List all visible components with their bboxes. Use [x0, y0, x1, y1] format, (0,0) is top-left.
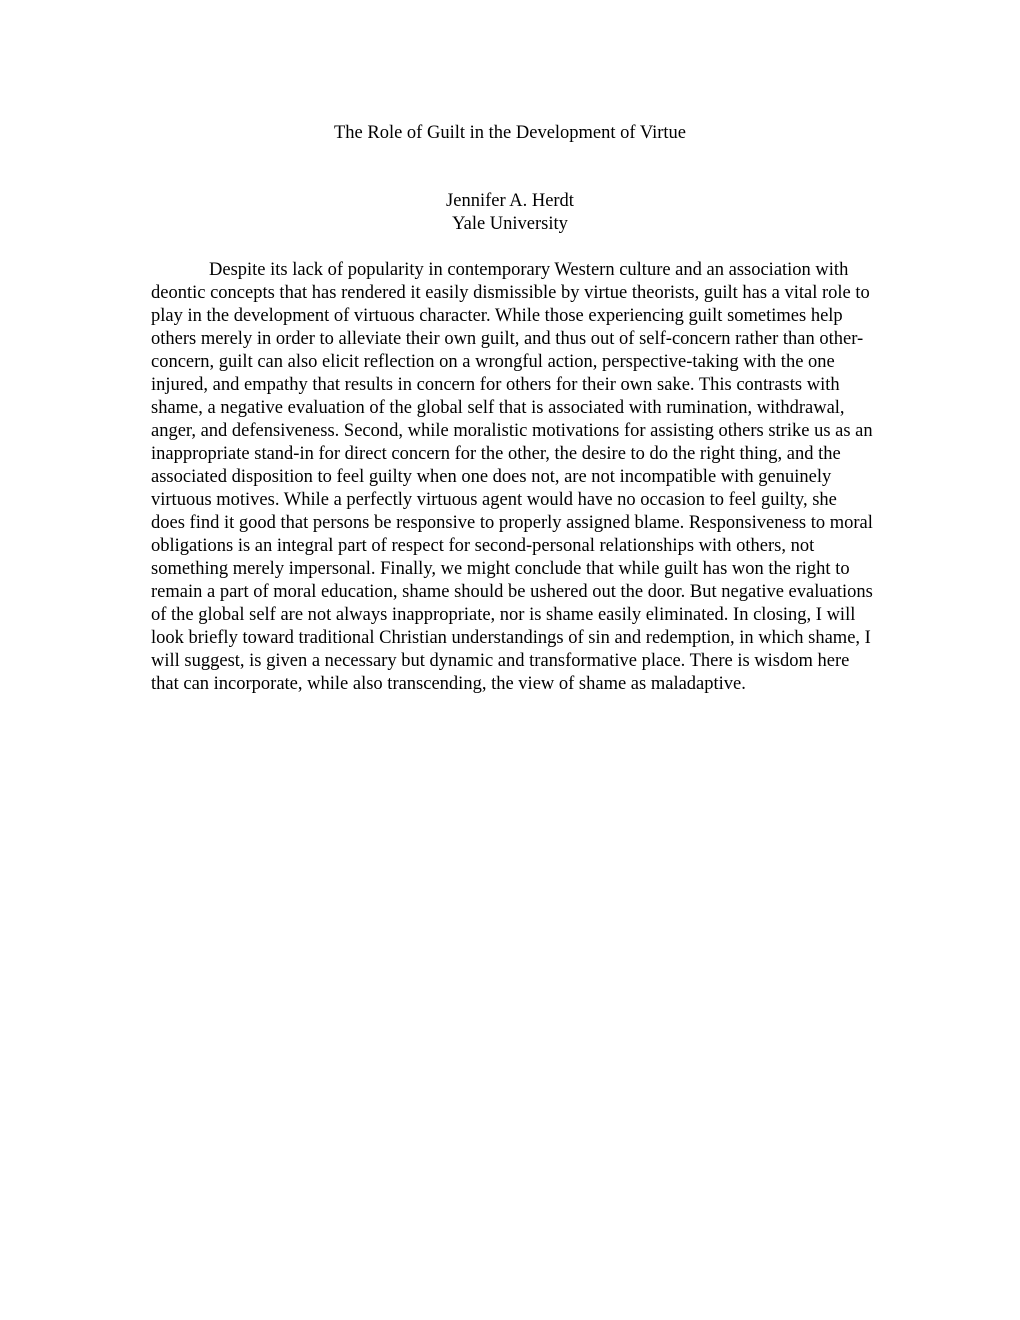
author-name: Jennifer A. Herdt: [446, 191, 574, 211]
document-title: The Role of Guilt in the Development of Virtue: [333, 123, 687, 143]
author-affiliation: Yale University: [452, 214, 568, 234]
abstract-paragraph: Despite its lack of popularity in contemporary Western culture and an association with deontic concepts that has rendered it easily dismissible by virtue theorists, guilt has a vital role to play in the development of virtuous character. While those experiencing guilt sometimes help others merely in order to alleviate their own guilt, and thus out of self-concern rather than other-concern, guilt can also elicit reflection on a wrongful action, perspective-taking with the one injured, and empathy that results in concern for others for their own sake. This contrasts with shame, a negative evaluation of the global self that is associated with rumination, withdrawal, anger, and defensiveness. Second, while moralistic motivations for assisting others strike us as an inappropriate stand-in for direct concern for the other, the desire to do the right thing, and the associated disposition to feel guilty when one does not, are not incompatible with genuinely virtuous motives. While a perfectly virtuous agent would have no occasion to feel guilty, she does find it good that persons be responsive to properly assigned blame. Responsiveness to moral obligations is an integral part of respect for second-personal relationships with others, not something merely impersonal. Finally, we might conclude that while guilt has won the right to remain a part of moral education, shame should be ushered out the door. But negative evaluations of the global self are not always inappropriate, nor is shame easily eliminated. In closing, I will look briefly toward traditional Christian understandings of sin and redemption, in which shame, I will suggest, is given a necessary but dynamic and transformative place. There is wisdom here that can incorporate, while also transcending, the view of shame as maladaptive.: [151, 260, 873, 694]
